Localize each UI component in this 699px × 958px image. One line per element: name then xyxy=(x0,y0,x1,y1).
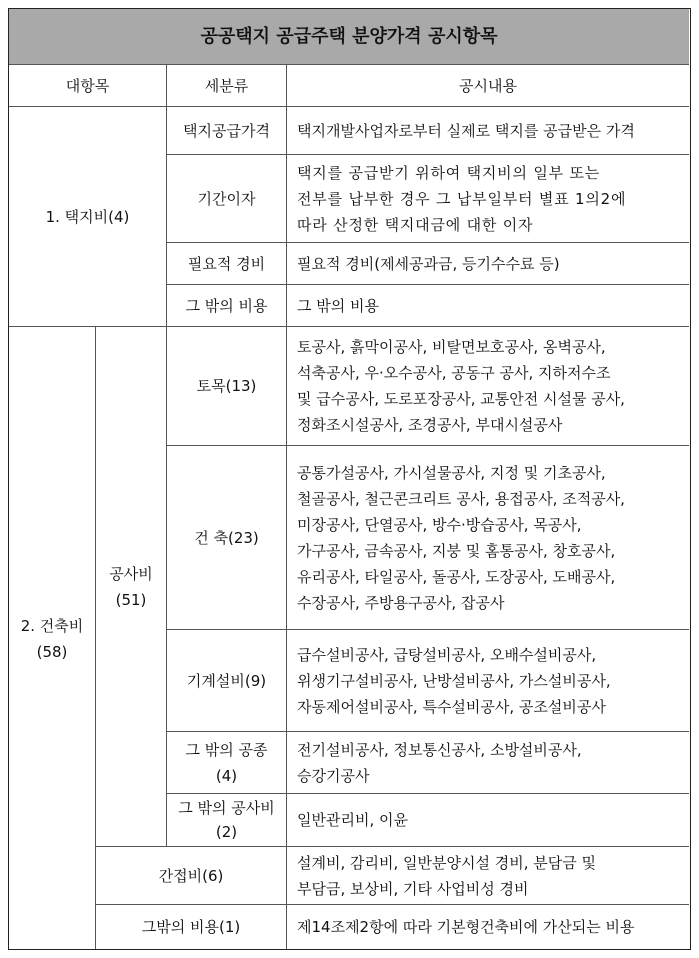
construction-row-content xyxy=(286,326,689,445)
land-row-sub: 그 밖의 비용 xyxy=(166,284,286,326)
construction-row-sub: 건 축(23) xyxy=(166,445,286,629)
indirect-cost-content xyxy=(286,846,689,904)
indirect-cost-label: 간접비(6) xyxy=(95,846,286,904)
land-row-sub: 택지공급가격 xyxy=(166,106,286,154)
content-line: 및 급수공사, 도로포장공사, 교통안전 시설물 공사, xyxy=(297,390,625,408)
construction-row-sub xyxy=(166,731,286,793)
content-line: 급수설비공사, 급탕설비공사, 오배수설비공사, xyxy=(297,645,597,664)
sub-line: (4) xyxy=(215,766,238,785)
sub-line: (2) xyxy=(215,823,238,841)
land-cost-label: 1. 택지비(4) xyxy=(9,106,166,326)
content-line: 승강기공사 xyxy=(297,766,370,785)
content-line: 설계비, 감리비, 일반분양시설 경비, 분담금 및 xyxy=(297,853,596,872)
construction-row-sub: 기계설비(9) xyxy=(166,629,286,731)
label-line: 공사비 xyxy=(109,564,153,583)
content-line: 전기설비공사, 정보통신공사, 소방설비공사, xyxy=(297,740,582,759)
other-cost-label: 그밖의 비용(1) xyxy=(95,904,286,949)
sub-line: 그 밖의 공사비 xyxy=(178,799,275,817)
building-cost-label xyxy=(9,326,95,951)
land-row-content: 그 밖의 비용 xyxy=(286,284,689,326)
content-line: 토공사, 흙막이공사, 비탈면보호공사, 옹벽공사, xyxy=(297,338,606,356)
content-line: 석축공사, 우·오수공사, 공동구 공사, 지하저수조 xyxy=(297,364,611,382)
content-line: 따라 산정한 택지대금에 대한 이자 xyxy=(297,215,534,234)
header-sub: 세분류 xyxy=(166,64,286,106)
content-line: 수장공사, 주방용구공사, 잡공사 xyxy=(297,593,505,612)
header-content: 공시내용 xyxy=(286,64,689,106)
content-line: 전부를 납부한 경우 그 납부일부터 별표 1의2에 xyxy=(297,189,627,208)
disclosure-table xyxy=(8,8,691,950)
label-line: 2. 건축비 xyxy=(20,617,84,635)
header-major: 대항목 xyxy=(9,64,166,106)
content-line: 위생기구설비공사, 난방설비공사, 가스설비공사, xyxy=(297,671,611,690)
land-row-sub: 기간이자 xyxy=(166,154,286,242)
construction-row-content: 일반관리비, 이윤 xyxy=(286,793,689,846)
sub-line: 그 밖의 공종 xyxy=(185,740,268,759)
construction-row-sub: 토목(13) xyxy=(166,326,286,445)
content-line: 철골공사, 철근콘크리트 공사, 용접공사, 조적공사, xyxy=(297,489,625,508)
content-line: 택지를 공급받기 위하여 택지비의 일부 또는 xyxy=(297,163,601,182)
content-line: 가구공사, 금속공사, 지붕 및 홈통공사, 창호공사, xyxy=(297,541,616,560)
label-line: (58) xyxy=(36,643,68,661)
content-line: 부담금, 보상비, 기타 사업비성 경비 xyxy=(297,879,529,898)
construction-row-content xyxy=(286,629,689,731)
content-line: 유리공사, 타일공사, 돌공사, 도장공사, 도배공사, xyxy=(297,567,616,586)
other-cost-content: 제14조제2항에 따라 기본형건축비에 가산되는 비용 xyxy=(286,904,689,949)
construction-row-sub xyxy=(166,793,286,846)
label-line: (51) xyxy=(115,590,147,609)
land-row-content: 필요적 경비(제세공과금, 등기수수료 등) xyxy=(286,242,689,284)
construction-row-content xyxy=(286,731,689,793)
construction-row-content xyxy=(286,445,689,629)
content-line: 자동제어설비공사, 특수설비공사, 공조설비공사 xyxy=(297,697,606,716)
land-row-content: 택지개발사업자로부터 실제로 택지를 공급받은 가격 xyxy=(286,106,689,154)
content-line: 정화조시설공사, 조경공사, 부대시설공사 xyxy=(297,416,563,434)
land-row-sub: 필요적 경비 xyxy=(166,242,286,284)
table-title: 공공택지 공급주택 분양가격 공시항목 xyxy=(9,9,689,64)
content-line: 미장공사, 단열공사, 방수·방습공사, 목공사, xyxy=(297,515,582,534)
construction-cost-label xyxy=(95,326,166,846)
content-line: 공통가설공사, 가시설물공사, 지정 및 기초공사, xyxy=(297,463,606,482)
land-row-content xyxy=(286,154,689,242)
